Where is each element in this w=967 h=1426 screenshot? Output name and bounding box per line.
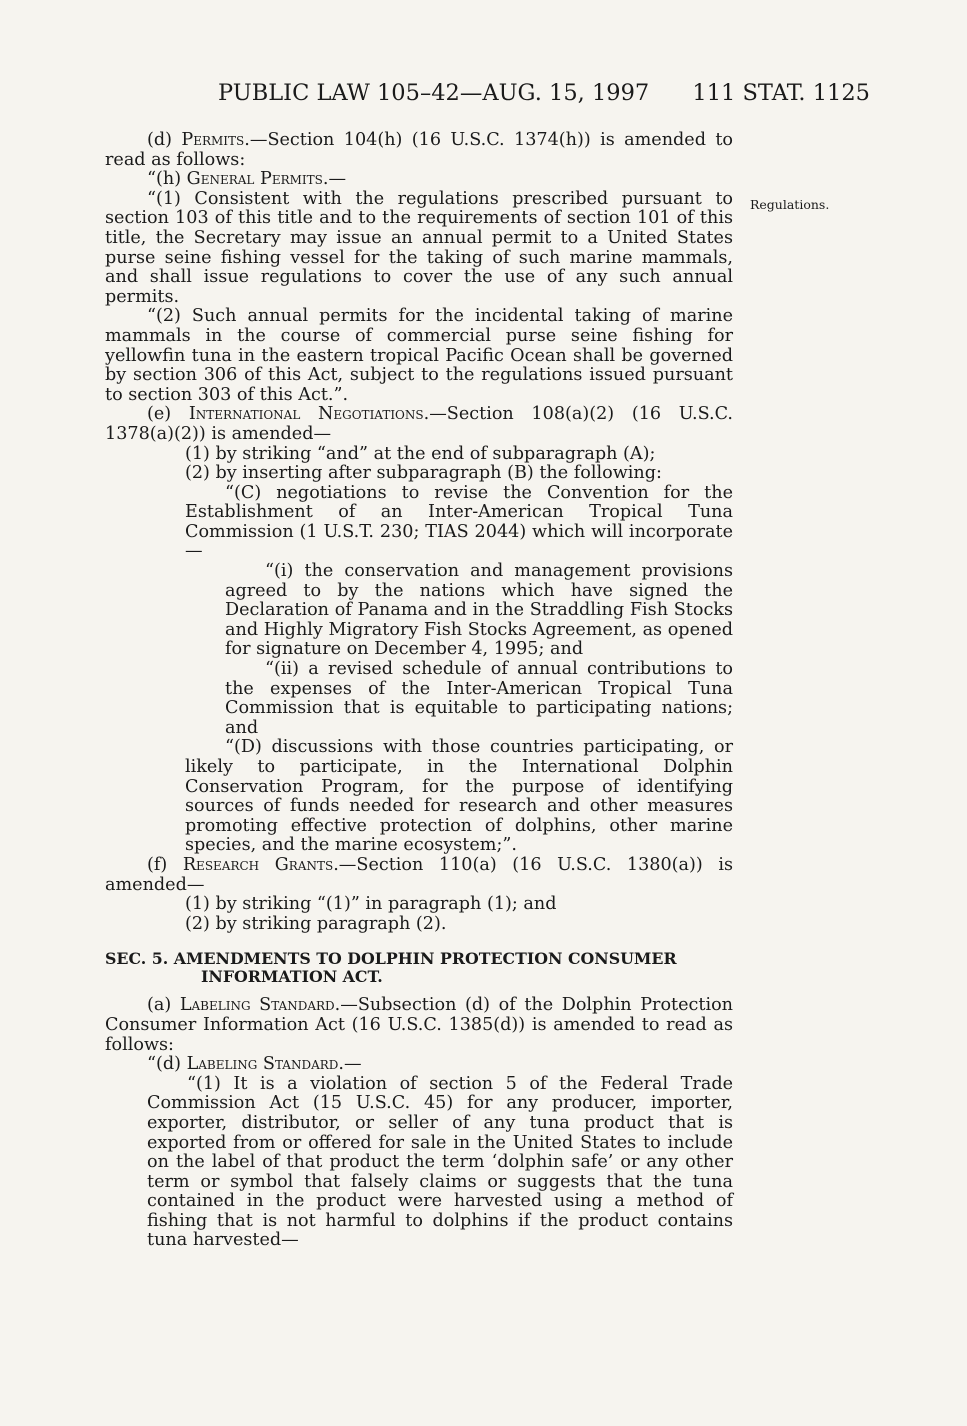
paragraph-h2: “(2) Such annual permits for the incidental taking of marine mammals in the course of commercial purse seine fishing for yellowfin tuna in the eastern tropical Pacific Ocean shall be governed by section 306 of this Act, subject to the regulations issued pursuant to section 303 of this Act.”. — [105, 306, 733, 405]
paragraph-d1-labeling: “(1) It is a violation of section 5 of the Federal Trade Commission Act (15 U.S.C. 45) for any producer, importer, exporter, distributor, or seller of any tuna product that is exported from or offered for sale in the United States to include on the label of that product the term ‘dolphin safe’ or any other term or symbol that falsely claims or suggests that the tuna contained in the product were harvested using a method of fishing that is not harmful to dolphins if the product contains tuna harvested— — [147, 1073, 733, 1251]
subparagraph-d: “(D) discussions with those countries participating, or likely to participate, in the International Dolphin Conservation Program, for the purpose of identifying sources of funds needed for research and other measures promoting effective protection of dolphins, other marine species, and the marine ecosystem;”. — [185, 737, 733, 856]
subsection-e-international-negotiations: (e) International Negotiations.—Section 108(a)(2) (16 U.S.C. 1378(a)(2)) is amended— — [105, 404, 734, 444]
document-body — [105, 131, 733, 1251]
subsection-h-heading: “(h) General Permits.— — [147, 169, 347, 190]
subparagraph-c: “(C) negotiations to revise the Convention for the Establishment of an Inter-American Tropical Tuna Commission (1 U.S.T. 230; TIAS 2044) which will incorporate— — [185, 482, 733, 562]
subsection-f-research-grants: (f) Research Grants.—Section 110(a) (16 U.S.C. 1380(a)) is amended— — [105, 854, 733, 895]
section-5-heading: SEC. 5. AMENDMENTS TO DOLPHIN PROTECTION CONSUMER INFORMATION ACT. — [105, 949, 677, 987]
clause-f1: (1) by striking “(1)” in paragraph (1); and — [185, 894, 557, 915]
header-stat-page: 111 STAT. 1125 — [692, 80, 870, 106]
paragraph-h1: “(1) Consistent with the regulations prescribed pursuant to section 103 of this title and to the requirements of section 101 of this title, the Secretary may issue an annual permit to a United States purse seine fishing vessel for the taking of such marine mammals, and shall issue regulations to cover the use of any such annual permits. — [105, 188, 733, 307]
page-header — [218, 80, 870, 114]
clause-c-i: “(i) the conservation and management provisions agreed to by the nations which have signed the Declaration of Panama and in the Straddling Fish Stocks and Highly Migratory Fish Stocks Agreement, as opened for signature on December 4, 1995; and — [225, 561, 733, 660]
margin-note-regulations: Regulations. — [750, 197, 830, 212]
subsection-d-labeling-heading: “(d) Labeling Standard.— — [147, 1054, 362, 1075]
clause-e2: (2) by inserting after subparagraph (B) the following: — [185, 463, 662, 484]
clause-c-ii: “(ii) a revised schedule of annual contributions to the expenses of the Inter-American Tropical Tuna Commission that is equitable to participating nations; and — [225, 659, 733, 738]
subsection-d-permits: (d) Permits.—Section 104(h) (16 U.S.C. 1374(h)) is amended to read as follows: — [105, 130, 733, 170]
clause-f2: (2) by striking paragraph (2). — [185, 913, 447, 934]
clause-e1: (1) by striking “and” at the end of subparagraph (A); — [185, 443, 656, 464]
subsection-a-labeling-standard: (a) Labeling Standard.—Subsection (d) of the Dolphin Protection Consumer Information Act (16 U.S.C. 1385(d)) is amended to read as follows: — [105, 995, 734, 1055]
header-law-citation: PUBLIC LAW 105–42—AUG. 15, 1997 — [218, 80, 650, 106]
subsection-d-heading: Permits — [181, 130, 245, 150]
